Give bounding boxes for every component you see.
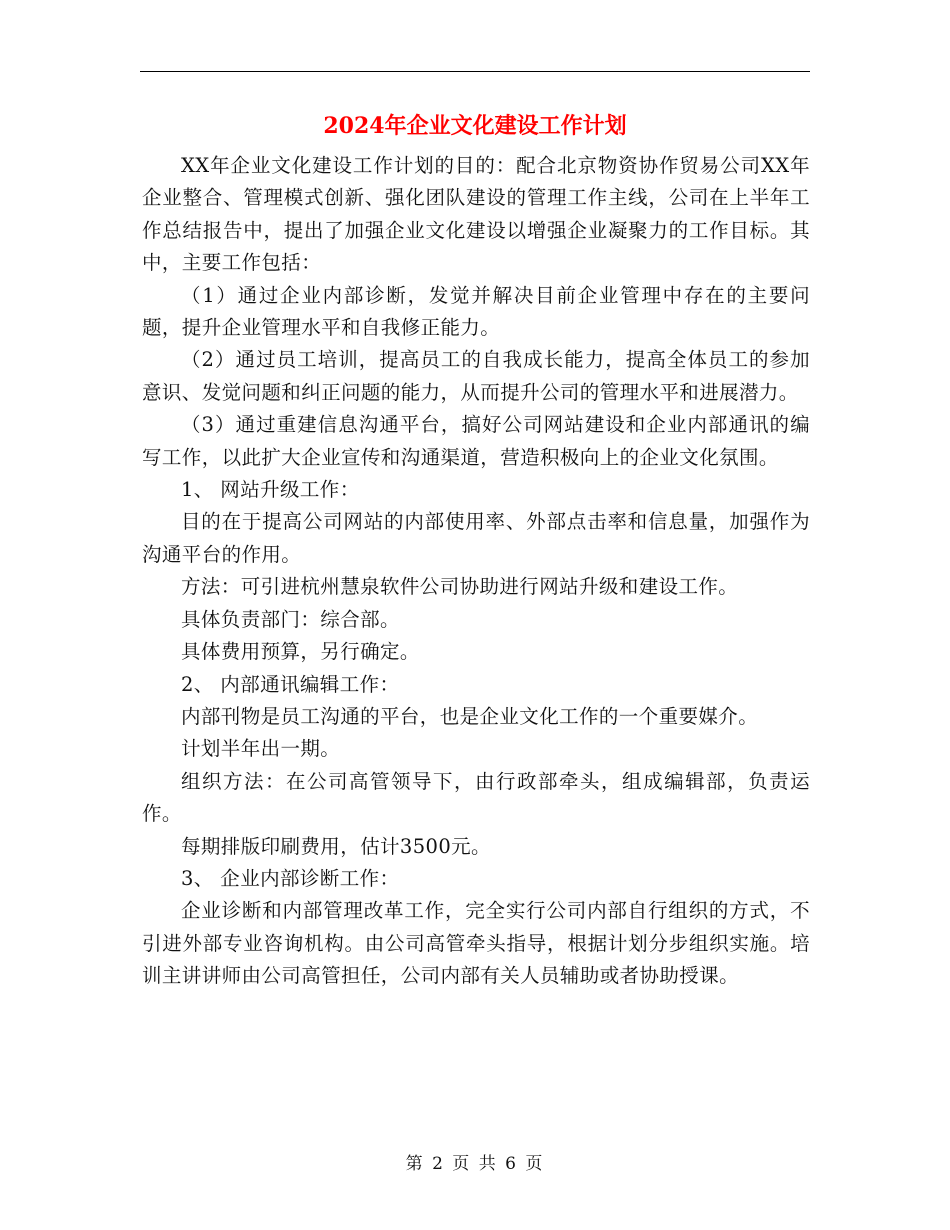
section-heading-diagnosis: 3、 企业内部诊断工作： (181, 866, 400, 890)
paragraph-website-department: 具体负责部门：综合部。 (181, 607, 400, 631)
paragraph-newsletter-frequency: 计划半年出一期。 (181, 737, 341, 761)
document-title: 2024年企业文化建设工作计划 (323, 113, 627, 139)
paragraph-newsletter-purpose: 内部刊物是员工沟通的平台，也是企业文化工作的一个重要媒介。 (181, 704, 759, 728)
paragraph-website-method: 方法：可引进杭州慧泉软件公司协助进行网站升级和建设工作。 (181, 575, 739, 599)
section-heading-website: 1、 网站升级工作： (181, 478, 360, 502)
section-heading-newsletter: 2、 内部通讯编辑工作： (181, 672, 400, 696)
header-rule (140, 71, 810, 72)
paragraph-item-3: （3）通过重建信息沟通平台，搞好公司网站建设和企业内部通讯的编写工作，以此扩大企业宣传和沟通渠道，营造积极向上的企业文化氛围。 (142, 413, 810, 469)
paragraph-newsletter-organization: 组织方法：在公司高管领导下，由行政部牵头，组成编辑部，负责运作。 (142, 769, 810, 826)
paragraph-website-goal: 目的在于提高公司网站的内部使用率、外部点击率和信息量，加强作为沟通平台的作用。 (142, 510, 810, 566)
page-number-footer: 第 2 页 共 6 页 (405, 1154, 545, 1174)
paragraph-newsletter-cost: 每期排版印刷费用，估计3500元。 (181, 834, 491, 858)
paragraph-diagnosis-details: 企业诊断和内部管理改革工作，完全实行公司内部自行组织的方式，不引进外部专业咨询机构。由公司高管牵头指导，根据计划分步组织实施。培训主讲讲师由公司高管担任，公司内部有关人员辅助或者协助授课。 (142, 899, 810, 988)
paragraph-item-2: （2）通过员工培训，提高员工的自我成长能力，提高全体员工的参加意识、发觉问题和纠正问题的能力，从而提升公司的管理水平和进展潜力。 (142, 348, 810, 404)
paragraph-intro: XX年企业文化建设工作计划的目的：配合北京物资协作贸易公司XX年企业整合、管理模式创新、强化团队建设的管理工作主线，公司在上半年工作总结报告中，提出了加强企业文化建设以增强企业凝聚力的工作目标。其中，主要工作包括： (142, 154, 810, 275)
paragraph-website-budget: 具体费用预算，另行确定。 (181, 640, 420, 664)
document-body (142, 150, 810, 993)
paragraph-item-1: （1）通过企业内部诊断，发觉并解决目前企业管理中存在的主要问题，提升企业管理水平和自我修正能力。 (142, 283, 810, 340)
